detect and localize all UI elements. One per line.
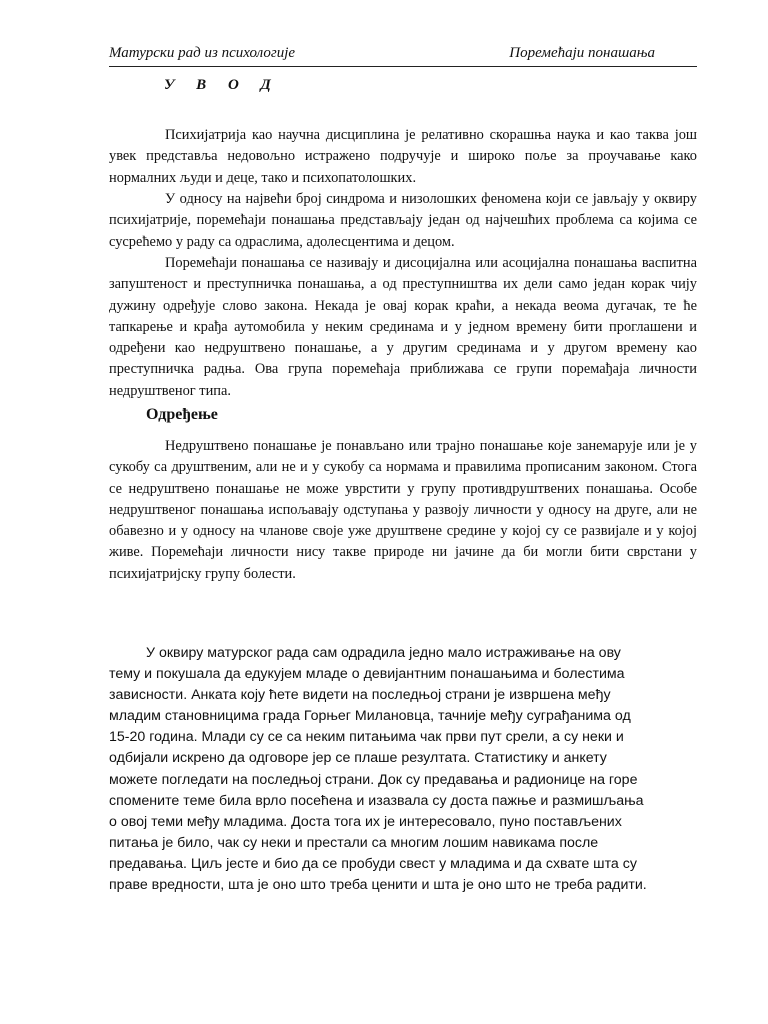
intro-title: У В О Д [164, 77, 280, 93]
research-paragraph: У оквиру матурског рада сам одрадила једно мало истраживање на ову тему и покушала да едукујем младе о девијантним понашањима и болестима зависности. Анката коју ћете видети на последњој страни је извршена међу младим становницима града Горњег Милановца, тачније међу суграђанима од 15-20 година. Млади су се са неким питањима чак први пут срели, а су неки и одбијали искрено да одговоре јер се плаше резултата. Статистику и анкету можете погледати на последњој страни. Док су предавања и радионице на горе спомените теме била врло посећена и изазвала су доста пажње и размишљања о овој теми међу младима. Доста тога их је интересовало, пуно постављених питања је било, чак су неки и престали са многим лошим навикама после предавања. Циљ јесте и био да се пробуди свест у младима и да схвате шта су праве вредности, шта је оно што треба ценити и шта је оно што не треба радити. [109, 645, 647, 894]
definition-paragraph: Недруштвено понашање је понављано или трајно понашање које занемарује или је у сукобу са друштвеним, али не и у сукобу са нормама и правилима прописаним законом. Стога се недруштвено понашање не може уврстити у групу противдруштвених понашања. Особе недруштвеног понашања испољавају одступања у развоју личности у односу на друге, али не обавезно и у односу на чланове своје уже друштвене средине у којој су се развијале и у којој живе. Поремећаји личности нису такве природе ни јачине да би могли бити сврстани у психијатријску групу болести. [109, 438, 697, 582]
intro-paragraph-3: Поремећаји понашања се називају и дисоцијална или асоцијална понашања васпитна запуштеност и преступничка понашања, а од преступништва их дели само један корак чију дужину одређује слово закона. Некада је овај корак краћи, а некада веома дугачак, те ће тапкарење и крађа аутомобила у неким срединама и у једном времену бити проглашени и одређени као недруштвено понашање, а у другим срединама и у другом времену као преступничка радња. Ова група поремећаја приближава се групи поремађаја личности недруштвеног типа. [109, 255, 697, 399]
intro-paragraph-1: Психијатрија као научна дисциплина је релативно скорашња наука и као таква још увек представља недовољно истражено подручује и широко поље за проучавање како нормалних људи и деце, тако и психопатолошких. [109, 127, 697, 186]
header-right-title: Поремећаји понашања [509, 45, 655, 61]
section-heading: Одређење [146, 406, 218, 423]
intro-paragraph-2: У односу на највећи број синдрома и низолошких феномена који се јављају у оквиру психијатрије, поремећаји понашања представљају један од најчешћих проблема са којима се сусрећемо у раду са одраслима, адолесцентима и децом. [109, 191, 697, 250]
header-left-title: Матурски рад из психологије [109, 45, 296, 61]
page-header [109, 44, 697, 67]
